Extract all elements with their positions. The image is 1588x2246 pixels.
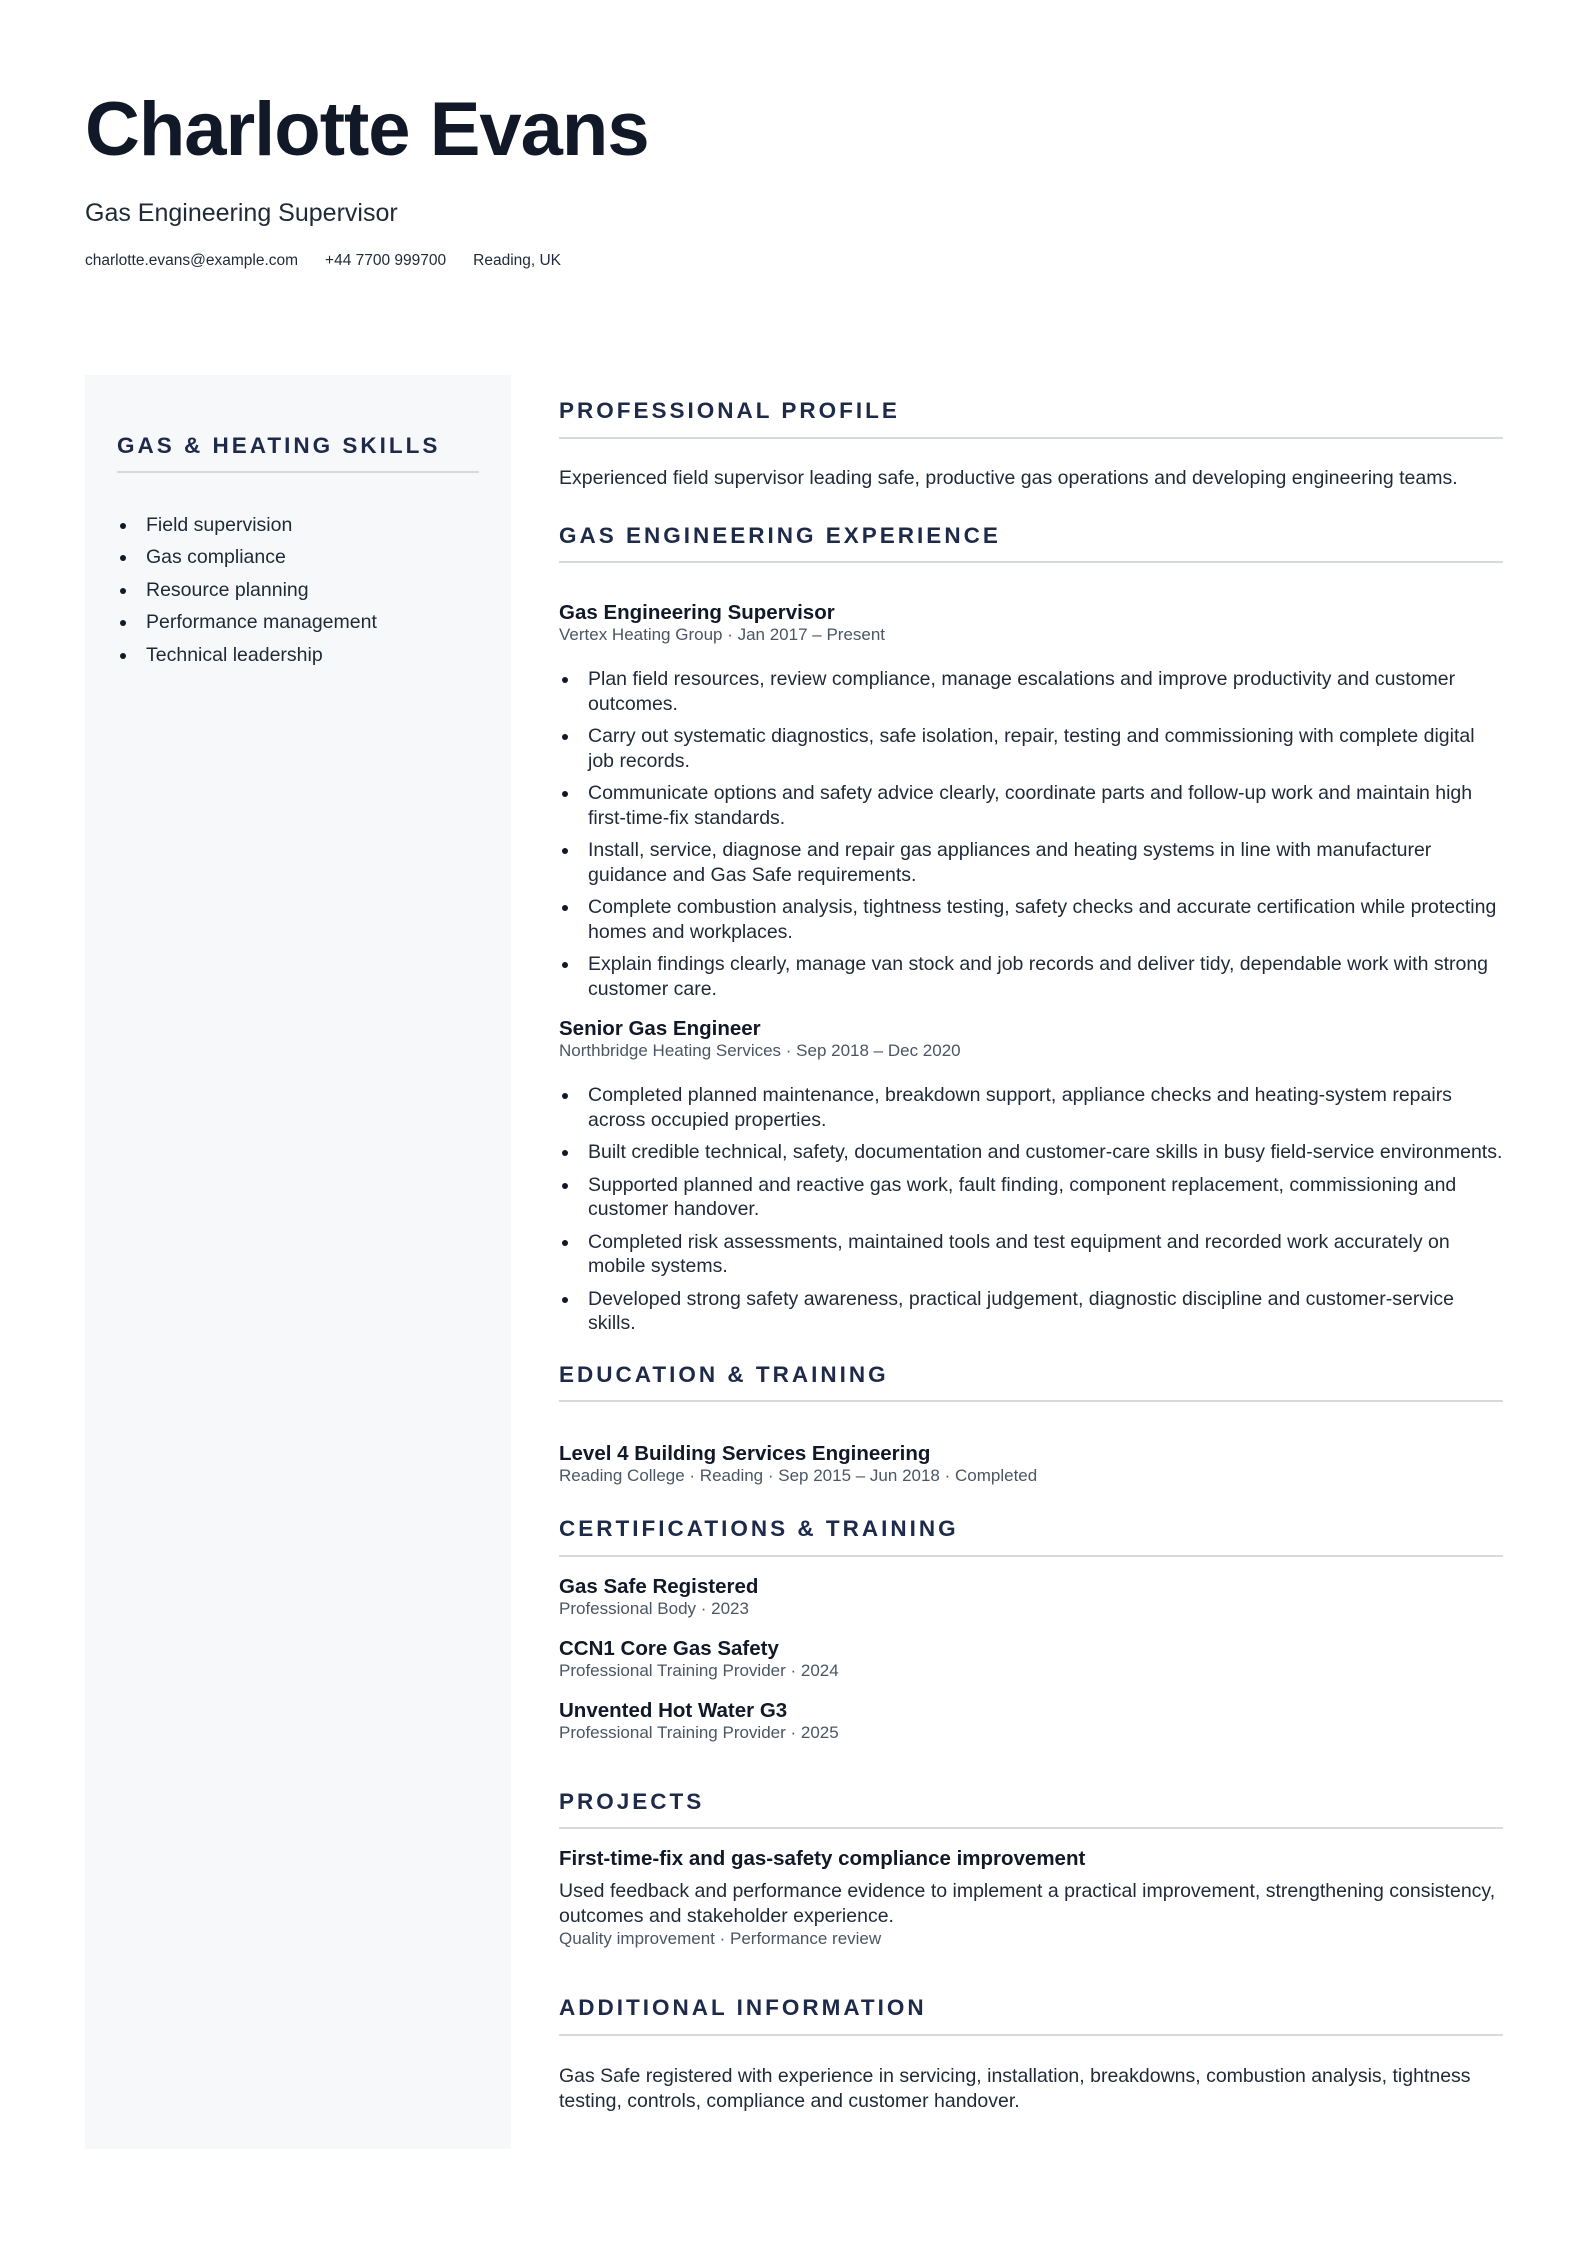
projects-section: [559, 1788, 1503, 1950]
divider: [559, 1400, 1503, 1402]
cert-name: Gas Safe Registered: [559, 1574, 759, 1598]
job-title: Gas Engineering Supervisor: [559, 601, 835, 624]
job-bullet: Complete combustion analysis, tightness testing, safety checks and accurate certification while protecting homes and workplaces.: [559, 895, 1503, 944]
job-bullet: Developed strong safety awareness, practical judgement, diagnostic discipline and customer-service skills.: [559, 1287, 1503, 1336]
divider: [559, 1827, 1503, 1829]
job-bullet: Communicate options and safety advice clearly, coordinate parts and follow-up work and maintain high first-time-fix standards.: [559, 781, 1503, 830]
skill-item: Resource planning: [117, 574, 479, 606]
skills-sidebar: [85, 375, 511, 2149]
education-section: [559, 1361, 1503, 1487]
skill-item: Performance management: [117, 606, 479, 638]
job-bullet: Install, service, diagnose and repair gas appliances and heating systems in line with manufacturer guidance and Gas Safe requirements.: [559, 838, 1503, 887]
skill-item: Gas compliance: [117, 541, 479, 573]
divider: [559, 437, 1503, 439]
project-entry: [559, 1847, 1503, 1949]
cert-name: Unvented Hot Water G3: [559, 1698, 788, 1722]
job-bullets: [559, 1083, 1503, 1336]
main-column: [559, 400, 1503, 2114]
job-meta: Vertex Heating Group · Jan 2017 – Present: [559, 625, 886, 644]
contact-line: [85, 252, 649, 270]
contact-email: charlotte.evans@example.com: [85, 252, 299, 269]
additional-section: [559, 1997, 1503, 2114]
skills-list: [117, 509, 479, 671]
candidate-role: Gas Engineering Supervisor: [85, 199, 398, 227]
section-title-profile: PROFESSIONAL PROFILE: [559, 398, 900, 423]
cert-entry: [559, 1699, 1503, 1743]
section-title-education: EDUCATION & TRAINING: [559, 1361, 889, 1387]
education-meta: Reading College · Reading · Sep 2015 – Jun 2018 · Completed: [559, 1466, 1038, 1485]
project-meta: Quality improvement · Performance review: [559, 1929, 882, 1948]
cert-entry: [559, 1637, 1503, 1681]
certifications-section: [559, 1518, 1503, 1743]
job-bullet: Supported planned and reactive gas work, fault finding, component replacement, commissioning and customer handover.: [559, 1173, 1503, 1222]
job-bullet: Explain findings clearly, manage van stock and job records and deliver tidy, dependable work with strong customer care.: [559, 952, 1503, 1001]
section-title-certifications: CERTIFICATIONS & TRAINING: [559, 1516, 959, 1541]
resume-header: [85, 87, 649, 270]
skill-item: Field supervision: [117, 509, 479, 541]
degree-title: Level 4 Building Services Engineering: [559, 1442, 931, 1465]
divider: [559, 1555, 1503, 1557]
section-title-additional: ADDITIONAL INFORMATION: [559, 1995, 927, 2020]
cert-entry: [559, 1575, 1503, 1619]
job-bullet: Plan field resources, review compliance, manage escalations and improve productivity and customer outcomes.: [559, 667, 1503, 716]
contact-location: Reading, UK: [473, 252, 562, 269]
job-meta: Northbridge Heating Services · Sep 2018 – Dec 2020: [559, 1041, 961, 1060]
section-title-projects: PROJECTS: [559, 1788, 705, 1814]
job-bullet: Completed risk assessments, maintained tools and test equipment and recorded work accurately on mobile systems.: [559, 1230, 1503, 1279]
profile-text: Experienced field supervisor leading safe, productive gas operations and developing engineering teams.: [559, 466, 1458, 489]
cert-meta: Professional Training Provider · 2025: [559, 1722, 839, 1742]
cert-meta: Professional Training Provider · 2024: [559, 1660, 839, 1680]
job-bullet: Completed planned maintenance, breakdown support, appliance checks and heating-system repairs across occupied properties.: [559, 1083, 1503, 1132]
skill-item: Technical leadership: [117, 639, 479, 671]
cert-name: CCN1 Core Gas Safety: [559, 1636, 779, 1660]
additional-text: Gas Safe registered with experience in servicing, installation, breakdowns, combustion analysis, tightness testing, controls, compliance and customer handover.: [559, 2064, 1471, 2112]
divider: [117, 471, 479, 473]
project-name: First-time-fix and gas-safety compliance improvement: [559, 1847, 1086, 1870]
experience-section: [559, 522, 1503, 1336]
cert-meta: Professional Body · 2023: [559, 1598, 749, 1618]
job-title: Senior Gas Engineer: [559, 1017, 761, 1040]
job-bullets: [559, 667, 1503, 1001]
divider: [559, 561, 1503, 563]
job-bullet: Carry out systematic diagnostics, safe isolation, repair, testing and commissioning with complete digital job records.: [559, 724, 1503, 773]
section-title-experience: GAS ENGINEERING EXPERIENCE: [559, 522, 1001, 548]
divider: [559, 2034, 1503, 2036]
project-text: Used feedback and performance evidence to implement a practical improvement, strengthening consistency, outcomes and stakeholder experience.: [559, 1880, 1496, 1927]
education-entry: [559, 1442, 1503, 1486]
contact-phone: +44 7700 999700: [325, 252, 447, 269]
job-bullet: Built credible technical, safety, documentation and customer-care skills in busy field-service environments.: [559, 1140, 1503, 1165]
skills-title: GAS & HEATING SKILLS: [117, 433, 441, 458]
job-entry: [559, 1017, 1503, 1336]
profile-section: [559, 400, 1503, 491]
job-entry: [559, 601, 1503, 1001]
candidate-name: Charlotte Evans: [85, 87, 649, 172]
